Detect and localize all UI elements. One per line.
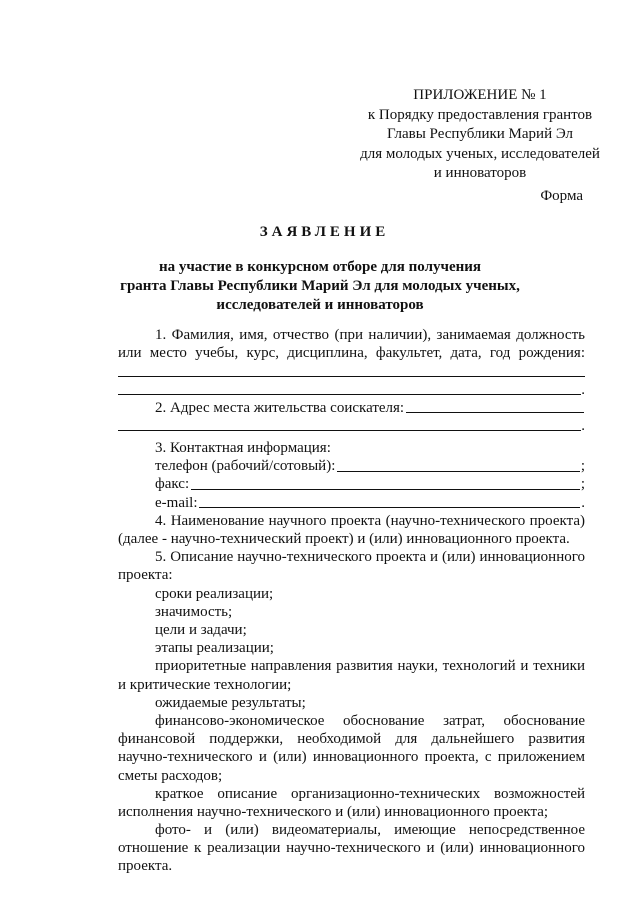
- sub-item-continued: проекта.: [118, 858, 173, 875]
- appendix-line: для молодых ученых, исследователей: [360, 145, 600, 162]
- document-subtitle: [100, 258, 540, 315]
- punctuation: ;: [580, 476, 585, 493]
- sub-item: этапы реализации;: [155, 640, 274, 657]
- document-body: [118, 326, 585, 876]
- punctuation: .: [581, 417, 585, 434]
- sub-item: цели и задачи;: [155, 622, 247, 638]
- appendix-line: и инноваторов: [433, 165, 527, 181]
- fill-blank-name-2[interactable]: [118, 381, 585, 399]
- sub-item: приоритетные направления развития науки, технологий и техники: [155, 658, 585, 675]
- sub-item-continued: и критические технологии;: [118, 676, 292, 693]
- item-3-title: 3. Контактная информация:: [155, 440, 331, 457]
- item-1-line: или место учебы, курс, дисциплина, факультет, дата, год рождения:: [118, 345, 585, 362]
- item-4-line: 4. Наименование научного проекта (научно-технического проекта): [155, 512, 585, 529]
- appendix-line: Главы Республики Марий Эл: [386, 126, 574, 142]
- email-row: [118, 494, 585, 512]
- sub-item: фото- и (или) видеоматериалы, имеющие непосредственное: [155, 822, 585, 839]
- form-label: Форма: [540, 188, 583, 204]
- fill-blank-address-2[interactable]: [118, 417, 585, 435]
- sub-item: финансово-экономическое обоснование затрат, обоснование: [155, 712, 585, 729]
- fill-blank-email[interactable]: [199, 506, 580, 508]
- fax-label: факс:: [155, 476, 190, 493]
- sub-item-continued: исполнения научно-технического и (или) инновационного проекта;: [118, 803, 549, 820]
- fill-blank-name[interactable]: [118, 362, 585, 380]
- punctuation: .: [581, 381, 585, 398]
- sub-item-continued: финансовой поддержки, необходимой для дальнейшего развития: [118, 731, 585, 748]
- document-title: ЗАЯВЛЕНИЕ: [259, 224, 390, 240]
- appendix-header: [320, 86, 639, 184]
- address-label: 2. Адрес места жительства соискателя:: [155, 399, 405, 416]
- item-4-line: (далее - научно-технический проект) и (или) инновационного проекта.: [118, 531, 570, 548]
- sub-item-continued: научно-технического и (или) инновационного проекта, с приложением: [118, 749, 585, 766]
- appendix-line: к Порядку предоставления грантов: [367, 106, 593, 123]
- fill-blank-address[interactable]: [406, 411, 584, 413]
- sub-item: ожидаемые результаты;: [155, 694, 306, 711]
- fill-blank-fax[interactable]: [191, 488, 580, 490]
- punctuation: .: [581, 494, 585, 511]
- item-5-line: 5. Описание научно-технического проекта и (или) инновационного: [155, 549, 585, 566]
- sub-item: сроки реализации;: [155, 585, 274, 602]
- punctuation: ;: [580, 458, 585, 475]
- sub-item: значимость;: [155, 603, 233, 620]
- phone-row: [118, 457, 585, 475]
- email-label: e-mail:: [155, 494, 198, 511]
- appendix-number: ПРИЛОЖЕНИЕ № 1: [413, 87, 547, 103]
- sub-item-continued: отношение к реализации научно-технического и (или) инновационного: [118, 840, 585, 857]
- fax-row: [118, 476, 585, 494]
- subtitle-line: на участие в конкурсном отборе для получения: [158, 259, 482, 275]
- item-1-line: 1. Фамилия, имя, отчество (при наличии), занимаемая должность: [155, 327, 585, 343]
- item-2-address: [118, 399, 585, 417]
- fill-blank-phone[interactable]: [337, 470, 579, 472]
- item-5-line: проекта:: [118, 567, 173, 584]
- sub-item: краткое описание организационно-технических возможностей: [155, 785, 585, 802]
- subtitle-line: гранта Главы Республики Марий Эл для молодых ученых,: [120, 278, 520, 294]
- phone-label: телефон (рабочий/сотовый):: [155, 458, 336, 475]
- subtitle-line: исследователей и инноваторов: [216, 297, 424, 313]
- sub-item-continued: сметы расходов;: [118, 767, 223, 784]
